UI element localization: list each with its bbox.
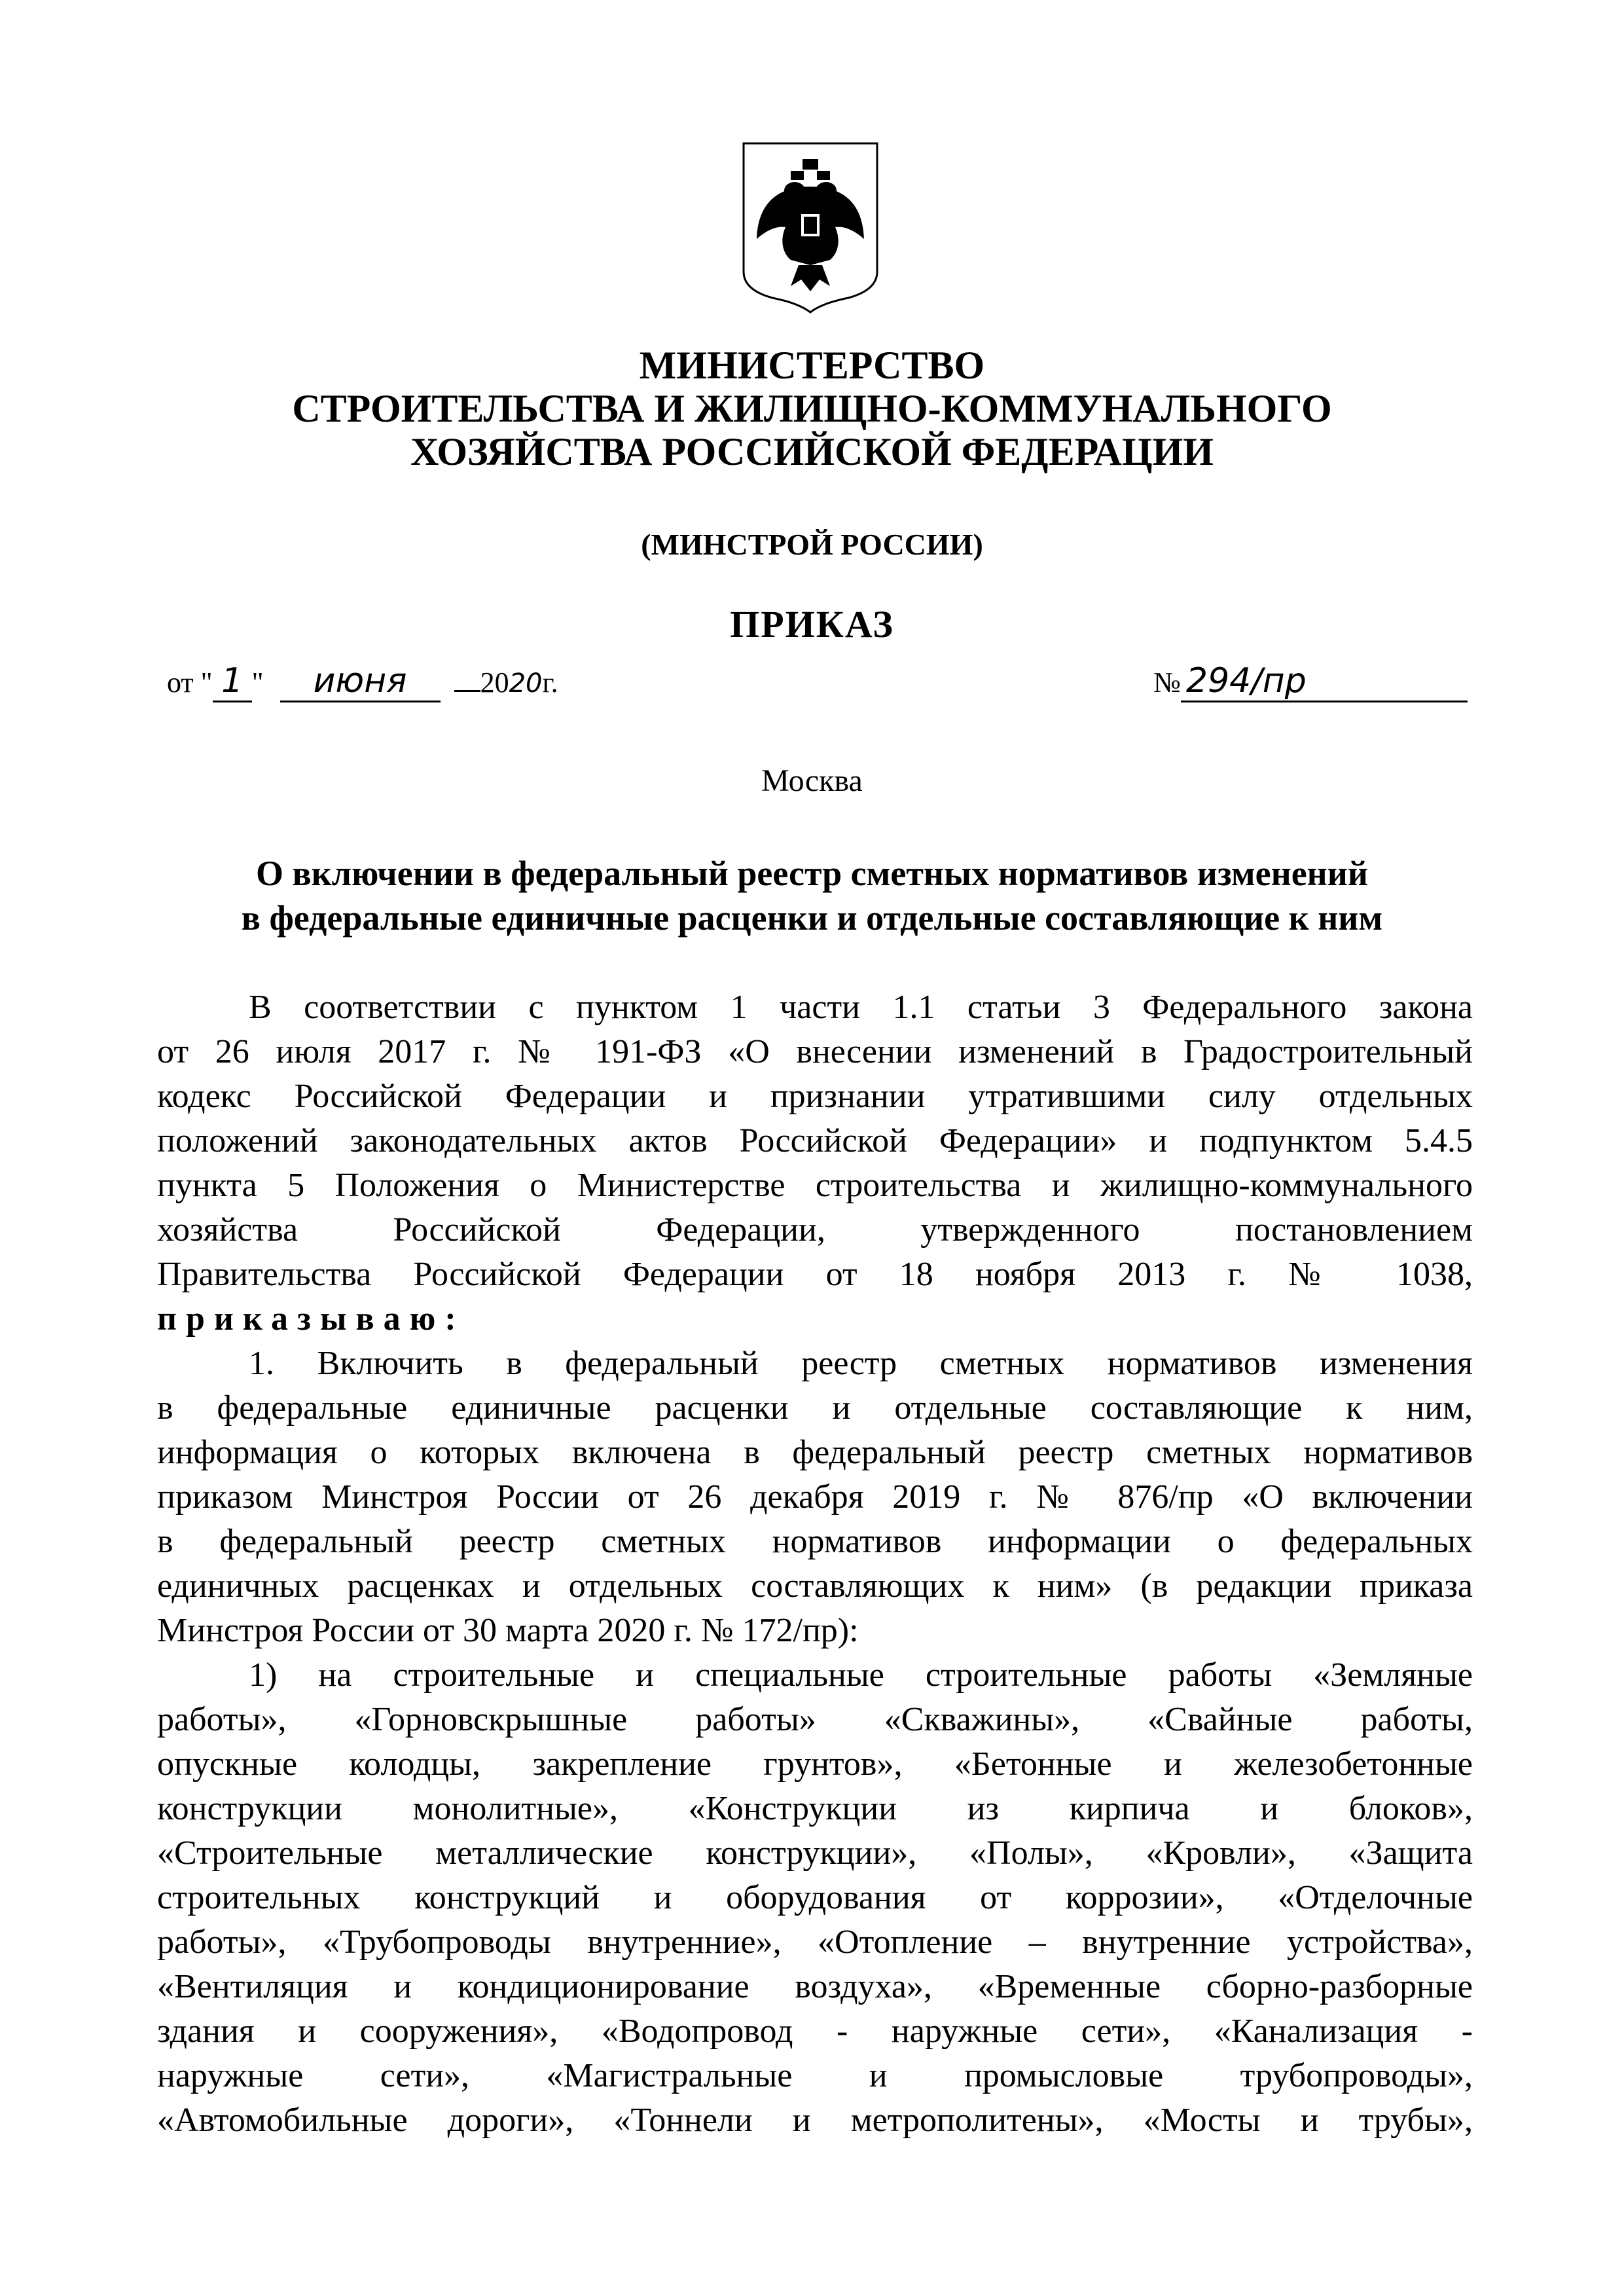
date-year-handwritten: 20 (509, 668, 543, 699)
body-line: «Вентиляция и кондиционирование воздуха», «Временные сборно-разборные (157, 1968, 1473, 2005)
body-line: «Строительные металлические конструкции», «Полы», «Кровли», «Защита (157, 1834, 1473, 1872)
body-line: информация о которых включена в федеральный реестр сметных нормативов (157, 1434, 1473, 1471)
document-title-line-2: в федеральные единичные расценки и отдельные составляющие к ним (241, 898, 1383, 938)
document-title (0, 851, 1624, 940)
body-line: В соответствии с пунктом 1 части 1.1 статьи 3 Федерального закона (249, 989, 1473, 1026)
body-line: хозяйства Российской Федерации, утвержденного постановлением (157, 1211, 1473, 1248)
ministry-short-name: (МИНСТРОЙ РОССИИ) (641, 528, 983, 561)
body-line: здания и сооружения», «Водопровод - наружные сети», «Канализация - (157, 2013, 1473, 2050)
body-line: в федеральный реестр сметных нормативов информации о федеральных (157, 1523, 1473, 1560)
body-line: пункта 5 Положения о Министерстве строительства и жилищно-коммунального (157, 1167, 1473, 1204)
body-line: Правительства Российской Федерации от 18 ноября 2013 г. № 1038, (157, 1256, 1473, 1293)
body-line: 1) на строительные и специальные строительные работы «Земляные (249, 1656, 1473, 1694)
body-line: «Автомобильные дороги», «Тоннели и метрополитены», «Мосты и трубы», (157, 2102, 1473, 2139)
body-line: опускные колодцы, закрепление грунтов», «Бетонные и железобетонные (157, 1745, 1473, 1783)
body-line: работы», «Горновскрышные работы» «Скважины», «Свайные работы, (157, 1701, 1473, 1738)
order-number-value: 294/пр (1181, 661, 1468, 702)
double-headed-eagle-icon (757, 159, 864, 291)
body-line: строительных конструкций и оборудования от коррозии», «Отделочные (157, 1879, 1473, 1916)
body-line: конструкции монолитные», «Конструкции из кирпича и блоков», (157, 1790, 1473, 1827)
body-line: работы», «Трубопроводы внутренние», «Отопление – внутренние устройства», (157, 1923, 1473, 1961)
city: Москва (761, 763, 863, 798)
coat-of-arms-emblem (738, 141, 882, 314)
body-line: единичных расценках и отдельных составляющих к ним» (в редакции приказа (157, 1567, 1473, 1605)
document-body (157, 985, 1473, 2143)
body-line: приказом Минстроя России от 26 декабря 2019 г. № 876/пр «О включении (157, 1478, 1473, 1516)
body-line (157, 1297, 1473, 1341)
body-line: Минстроя России от 30 марта 2020 г. № 172/пр): (157, 1612, 859, 1649)
date-month: июня (280, 661, 441, 702)
body-line: от 26 июля 2017 г. № 191-ФЗ «О внесении изменений в Градостроительный (157, 1033, 1473, 1070)
ministry-name (0, 344, 1624, 473)
document-title-line-1: О включении в федеральный реестр сметных нормативов изменений (256, 854, 1368, 893)
body-line: наружные сети», «Магистральные и промысловые трубопроводы», (157, 2057, 1473, 2094)
order-date: от " 1 " июня 2020г. (167, 661, 558, 702)
order-number: № 294/пр (1153, 661, 1468, 702)
order-title: ПРИКАЗ (730, 603, 894, 646)
body-line: положений законодательных актов Российской Федерации» и подпунктом 5.4.5 (157, 1122, 1473, 1159)
ministry-line-3: ХОЗЯЙСТВА РОССИЙСКОЙ ФЕДЕРАЦИИ (410, 430, 1214, 473)
body-line: в федеральные единичные расценки и отдельные составляющие к ним, (157, 1389, 1473, 1427)
ministry-line-2: СТРОИТЕЛЬСТВА И ЖИЛИЩНО-КОММУНАЛЬНОГО (292, 387, 1332, 430)
date-day: 1 (213, 661, 252, 702)
order-command: приказываю: (157, 1300, 465, 1338)
body-line: кодекс Российской Федерации и признании утратившими силу отдельных (157, 1078, 1473, 1115)
body-line: 1. Включить в федеральный реестр сметных нормативов изменения (249, 1345, 1473, 1382)
ministry-line-1: МИНИСТЕРСТВО (639, 344, 985, 387)
